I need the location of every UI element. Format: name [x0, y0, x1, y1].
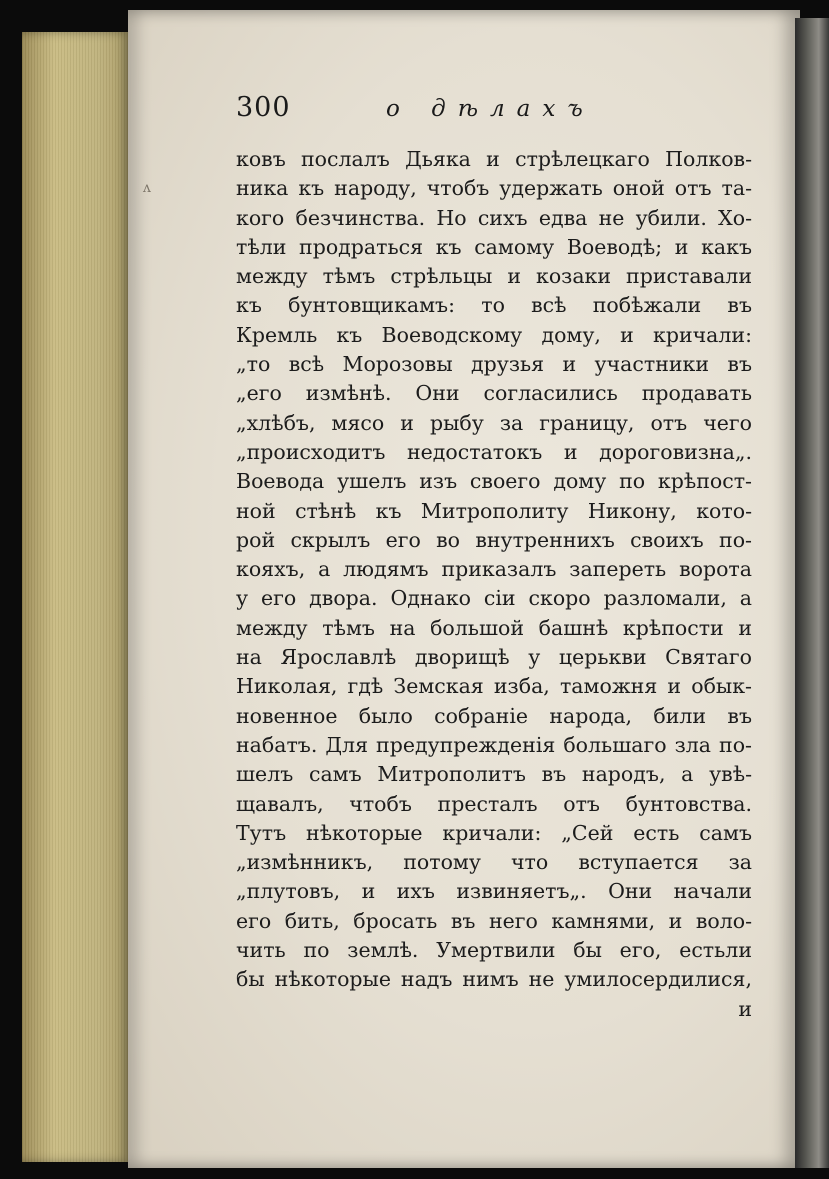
text-line: ника къ народу, чтобъ удержать оной отъ та-	[236, 176, 752, 201]
text-line: набатъ. Для предупрежденія большаго зла по-	[236, 732, 752, 757]
text-line: Николая, гдѣ Земская изба, таможня и обык-	[236, 674, 752, 699]
text-line: ной стѣнѣ къ Митрополиту Никону, кото-	[236, 498, 752, 523]
text-line: между тѣмъ на большой башнѣ крѣпости и	[236, 615, 752, 640]
text-line: къ бунтовщикамъ: то всѣ побѣжали въ	[236, 293, 752, 318]
text-line: Воевода ушелъ изъ своего дому по крѣпост-	[236, 469, 752, 494]
text-line: бы нѣкоторые надъ нимъ не умилосердилися,	[236, 967, 752, 992]
text-line: „то всѣ Морозовы друзья и участники въ	[236, 352, 752, 377]
text-line: чить по землѣ. Умертвили бы его, естьли	[236, 938, 752, 963]
text-line: на Ярославлѣ дворищѣ у церькви Святаго	[236, 645, 752, 670]
text-line: кояхъ, а людямъ приказалъ запереть ворота	[236, 557, 752, 582]
page-header	[236, 92, 616, 126]
catchword: и	[738, 996, 752, 1021]
text-line: щавалъ, чтобъ престалъ отъ бунтовства.	[236, 791, 752, 816]
text-line: тѣли продраться къ самому Воеводѣ; и какъ	[236, 234, 752, 259]
text-line: „хлѣбъ, мясо и рыбу за границу, отъ чего	[236, 410, 752, 435]
text-line: рой скрылъ его во внутреннихъ своихъ по-	[236, 527, 752, 552]
text-line: между тѣмъ стрѣльцы и козаки приставали	[236, 264, 752, 289]
text-line: Тутъ нѣкоторые кричали: „Сей есть самъ	[236, 820, 752, 845]
text-line: шелъ самъ Митрополитъ въ народъ, а увѣ-	[236, 762, 752, 787]
facing-page-edge	[795, 18, 829, 1168]
text-line: „его измѣнѣ. Они согласились продавать	[236, 381, 752, 406]
text-line: новенное было собраніе народа, били въ	[236, 703, 752, 728]
page-number: 300	[236, 92, 291, 123]
text-line: „плутовъ, и ихъ извиняетъ„. Они начали	[236, 879, 752, 904]
text-line: „происходитъ недостатокъ и дороговизна„.	[236, 439, 752, 464]
running-head: о дѣлахъ	[386, 96, 595, 122]
body-text	[236, 145, 752, 1024]
text-line: кого безчинства. Но сихъ едва не убили. Хо-	[236, 205, 752, 230]
text-line: Кремль къ Воеводскому дому, и кричали:	[236, 322, 752, 347]
text-line: у его двора. Однако сіи скоро разломали, а	[236, 586, 752, 611]
text-line: ковъ послалъ Дьяка и стрѣлецкаго Полков-	[236, 147, 752, 171]
text-line: его бить, бросать въ него камнями, и воло-	[236, 908, 752, 933]
page-edges	[22, 32, 130, 1162]
margin-mark: ʌ	[143, 180, 151, 196]
text-line: „измѣнникъ, потому что вступается за	[236, 850, 752, 875]
